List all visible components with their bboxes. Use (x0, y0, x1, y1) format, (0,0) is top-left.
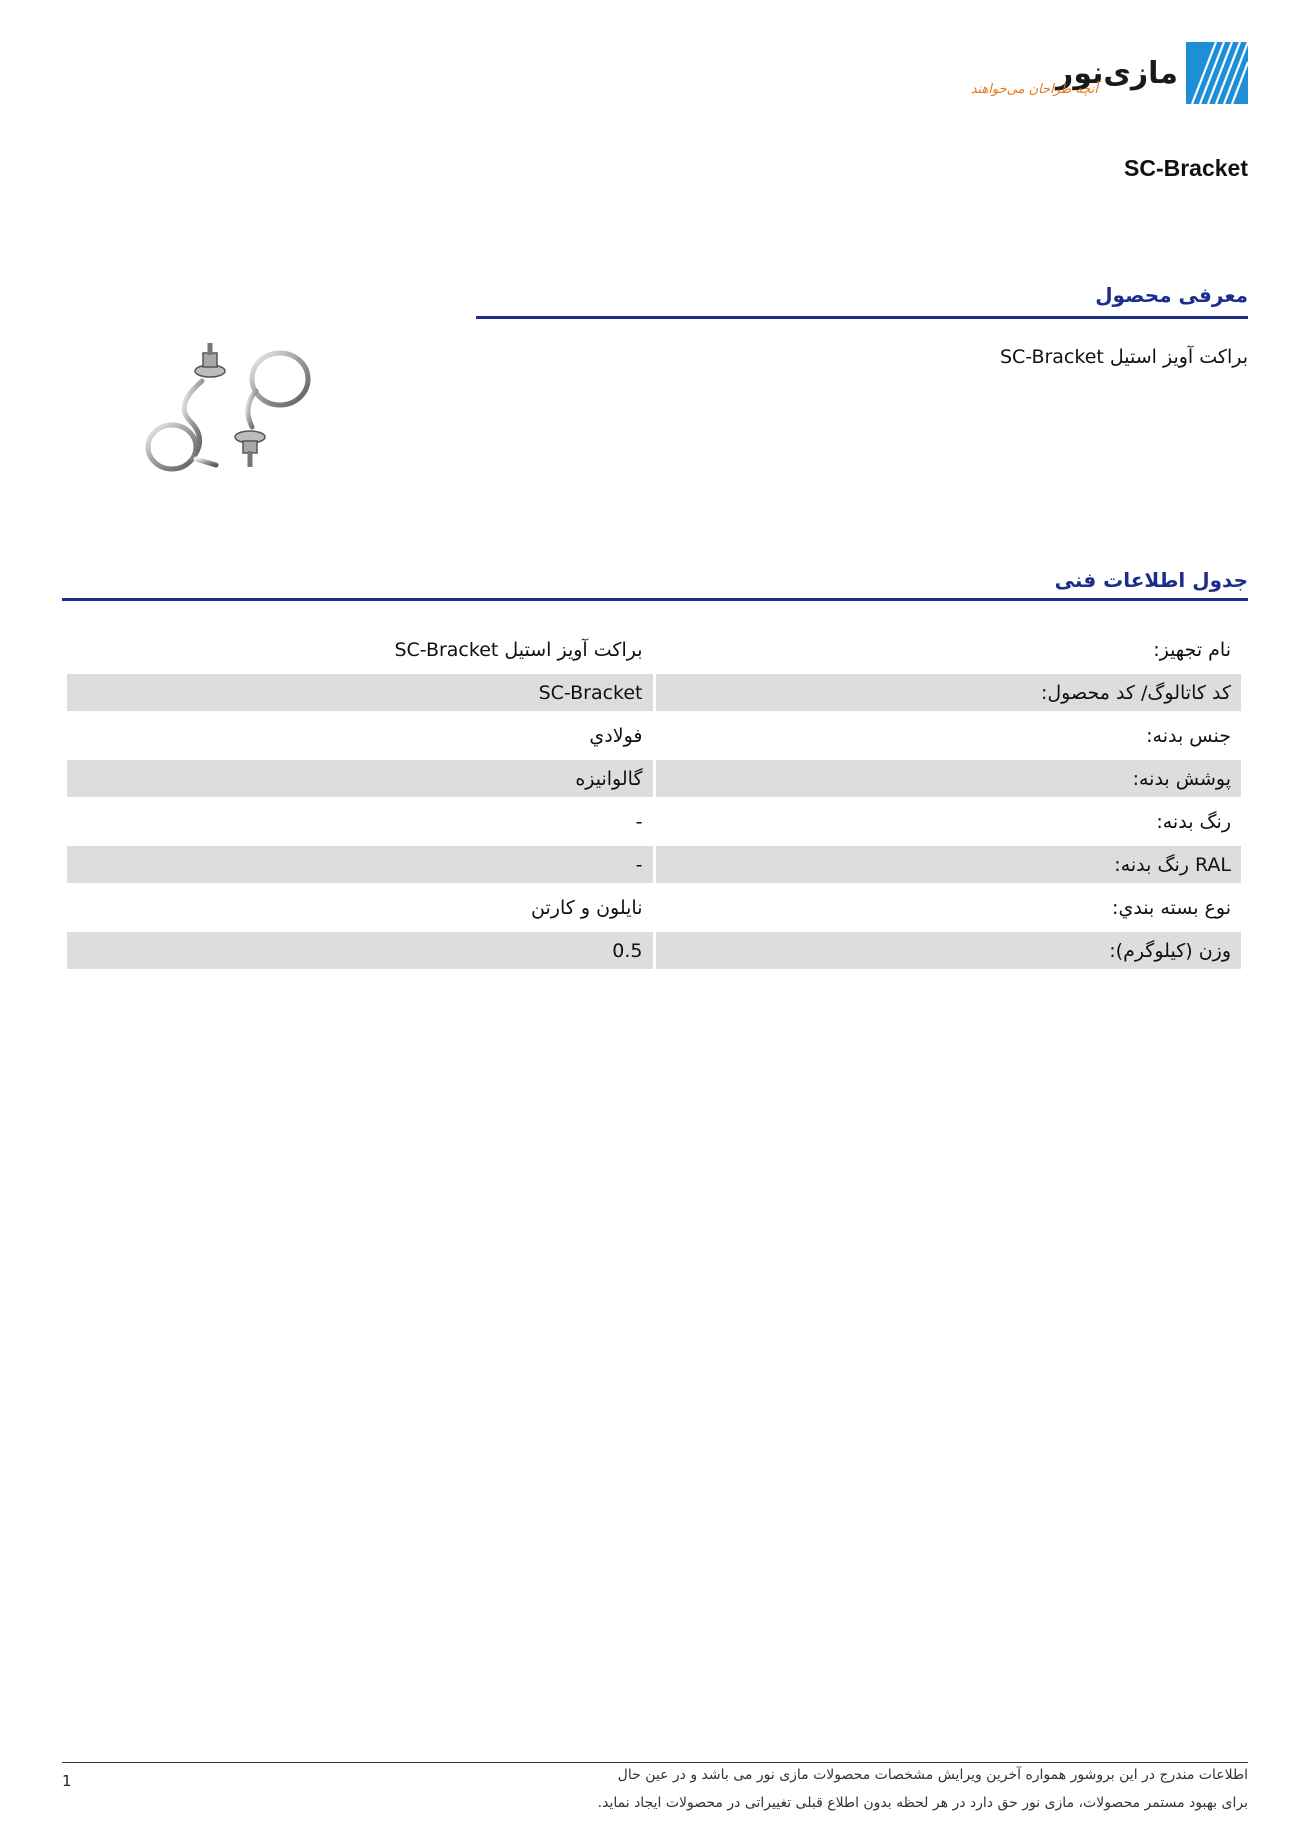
footer-disclaimer-line-1: اطلاعات مندرج در این بروشور همواره آخرین ویرایش مشخصات محصولات مازی نور می باشد و در عین حال (617, 1767, 1248, 1783)
intro-heading: معرفی محصول (1095, 283, 1248, 307)
company-logo (970, 42, 1248, 110)
right-bracket-shape (248, 353, 308, 427)
spec-label: پوشش بدنه: (656, 760, 1242, 797)
logo-mark-icon (1186, 42, 1248, 104)
specs-heading: جدول اطلاعات فنی (1054, 568, 1248, 592)
product-title: SC-Bracket (1124, 155, 1248, 181)
spec-value: گالوانیزه (67, 760, 653, 797)
product-image (130, 335, 380, 485)
spec-label: وزن (کیلوگرم): (656, 932, 1242, 969)
footer-disclaimer-line-2: برای بهبود مستمر محصولات، مازی نور حق دارد در هر لحظه بدون اطلاع قبلی تغییراتی در محصولات ایجاد نماید. (597, 1795, 1248, 1811)
footer-rule (62, 1762, 1248, 1763)
specs-heading-rule (62, 598, 1248, 601)
left-bracket-nut (195, 343, 225, 377)
spec-value: - (67, 846, 653, 883)
spec-value: نايلون و كارتن (531, 896, 643, 919)
spec-label: RAL رنگ بدنه: (656, 846, 1242, 883)
spec-label: رنگ بدنه: (1156, 810, 1231, 833)
table-row (67, 674, 1241, 711)
table-row (67, 889, 1241, 926)
spec-value: براکت آویز استیل SC-Bracket (394, 638, 643, 661)
spec-label: نوع بسته بندي: (1112, 896, 1231, 919)
left-bracket-shape (148, 381, 216, 469)
spec-label: جنس بدنه: (1146, 724, 1231, 747)
page-number: 1 (62, 1772, 72, 1790)
intro-heading-rule (476, 316, 1248, 319)
table-row (67, 717, 1241, 754)
product-description: براکت آویز استیل SC-Bracket (999, 346, 1248, 368)
spec-value: 0.5 (67, 932, 653, 969)
spec-label: نام تجهیز: (1153, 638, 1231, 661)
table-row (67, 631, 1241, 668)
logo-wordmark: مازی‌نور (1056, 56, 1178, 91)
table-row (67, 803, 1241, 840)
spec-value: فولادي (589, 724, 643, 747)
table-row (67, 932, 1241, 969)
spec-table (64, 625, 1244, 975)
spec-label: کد کاتالوگ/ کد محصول: (656, 674, 1242, 711)
spec-value: SC-Bracket (67, 674, 653, 711)
table-row (67, 760, 1241, 797)
table-row (67, 846, 1241, 883)
right-bracket-nut (235, 431, 265, 467)
logo-tagline: آنچه طراحان می‌خواهند (970, 82, 1098, 97)
spec-value: - (635, 810, 643, 833)
